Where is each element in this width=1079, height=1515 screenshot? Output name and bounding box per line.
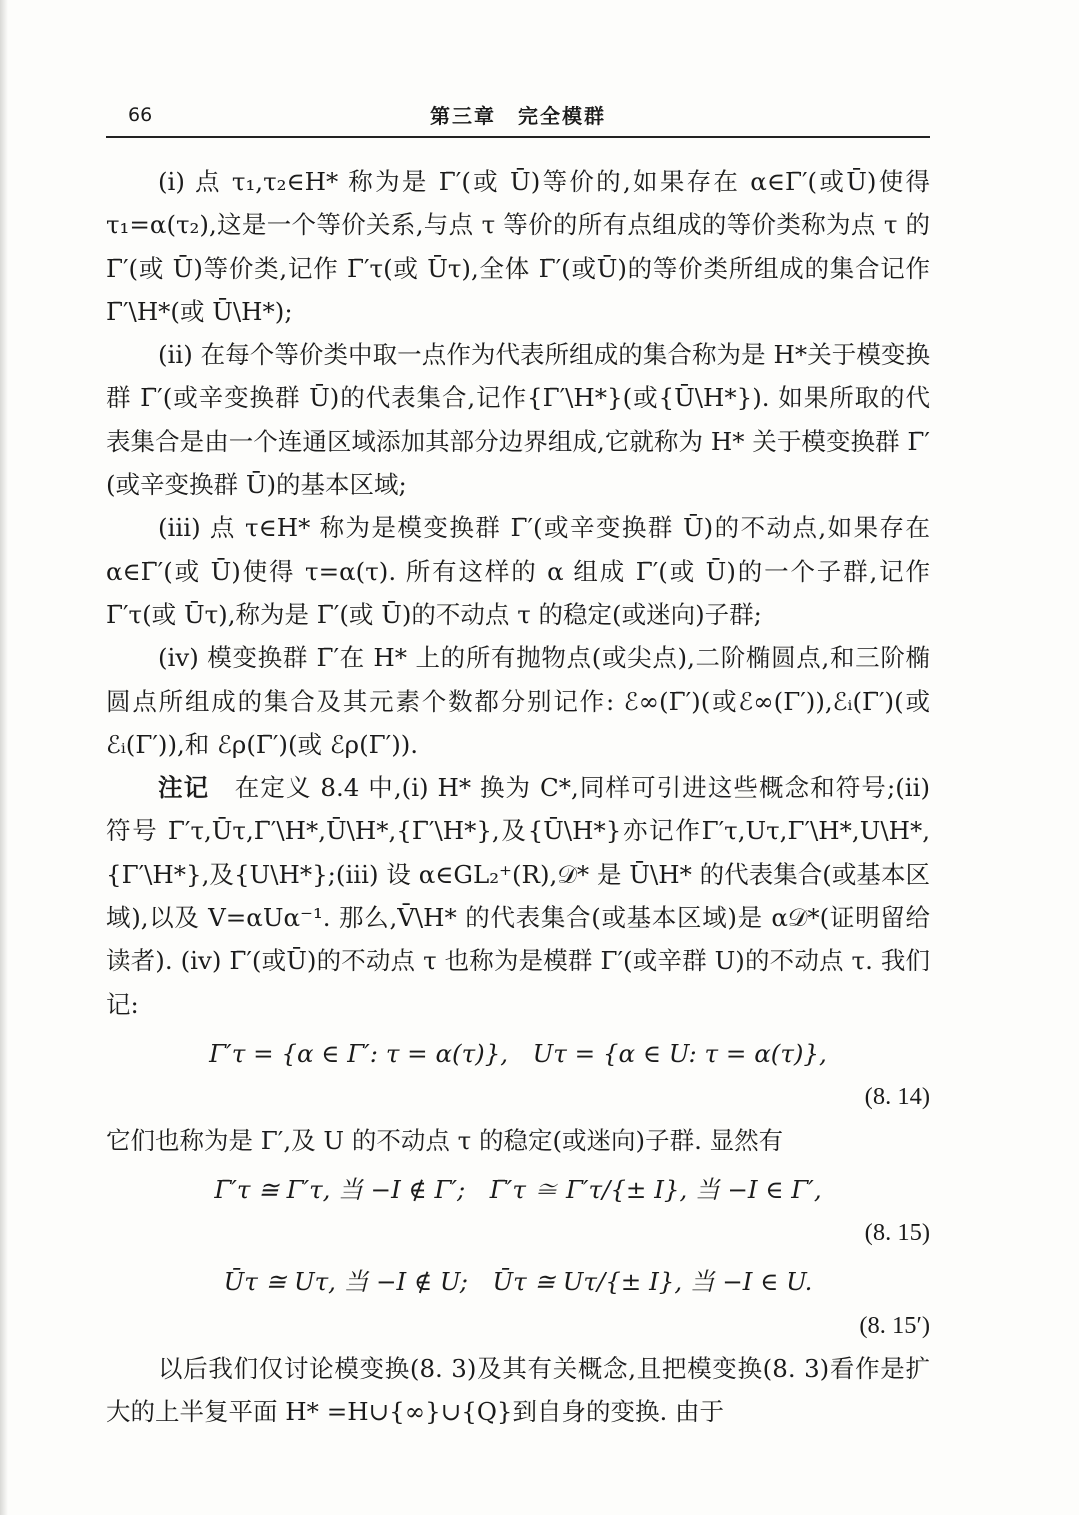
equation-number-8-14: (8. 14) xyxy=(864,1083,930,1111)
equation-number-8-15-prime: (8. 15′) xyxy=(859,1311,930,1339)
paragraph-definition-ii: (ii) 在每个等价类中取一点作为代表所组成的集合称为是 H*关于模变换群 Γ̄′(或辛变换群 Ū)的代表集合,记作{Γ̄′\H*}(或{Ū\H*}). 如果所取的代表集合是由一个连通区域添加其部分边界组成,它就称为 H* 关于模变换群 Γ̄′(或辛变换群 Ū)的基本区域; xyxy=(106,340,930,500)
page-number: 66 xyxy=(128,104,153,126)
paragraph-definition-iii: (iii) 点 τ∈H* 称为是模变换群 Γ̄′(或辛变换群 Ū)的不动点,如果存在 α∈Γ̄′(或 Ū)使得 τ=α(τ). 所有这样的 α 组成 Γ̄′(或 Ū)的一个子群,记作 Γ̄′τ(或 Ūτ),称为是 Γ̄′(或 Ū)的不动点 τ 的稳定(或迷向)子群; xyxy=(106,513,930,629)
paragraph-stabilizer: 它们也称为是 Γ′,及 U 的不动点 τ 的稳定(或迷向)子群. 显然有 xyxy=(106,1125,784,1155)
scan-edge xyxy=(0,0,8,1515)
remark-text: 在定义 8.4 中,(i) H* 换为 C*,同样可引进这些概念和符号;(ii) 符号 Γ̄′τ,Ūτ,Γ̄′\H*,Ū\H*,{Γ̄′\H*},及{Ū\H*}亦记作Γ′τ,Uτ,Γ′\H*,U\H*,{Γ′\H*},及{U\H*};(iii) 设 α∈GL₂⁺(R),𝒟* 是 Ū\H* 的代表集合(或基本区域),以及 V=αUα⁻¹. 那么,V̄\H* 的代表集合(或基本区域)是 α𝒟*(证明留给读者). (iv) Γ̄′(或Ū)的不动点 τ 也称为是模群 Γ′(或辛群 U)的不动点 τ. 我们记: xyxy=(106,773,931,1019)
page-body xyxy=(106,160,930,1434)
remark-label: 注记 xyxy=(158,773,210,803)
equation-8-15-prime: Ūτ ≅ Uτ, 当 −I ∉ U; Ūτ ≅ Uτ/{± I}, 当 −I ∈ U. xyxy=(223,1267,813,1297)
paragraph-definition-iv: (iv) 模变换群 Γ̄′在 H* 上的所有抛物点(或尖点),二阶椭圆点,和三阶椭圆点所组成的集合及其元素个数都分别记作: ℰ∞(Γ̄′)(或ℰ∞(Γ′)),ℰᵢ(Γ̄′)(或 ℰᵢ(Γ′)),和 ℰρ(Γ̄′)(或 ℰρ(Γ′)). xyxy=(106,643,930,759)
equation-number-8-15: (8. 15) xyxy=(864,1219,930,1247)
paragraph-definition-i: (i) 点 τ₁,τ₂∈H* 称为是 Γ̄′(或 Ū)等价的,如果存在 α∈Γ̄′(或Ū)使得 τ₁=α(τ₂),这是一个等价关系,与点 τ 等价的所有点组成的等价类称为点 τ 的 Γ̄′(或 Ū)等价类,记作 Γ̄′τ(或 Ūτ),全体 Γ̄′(或Ū)的等价类所组成的集合记作 Γ̄′\H*(或 Ū\H*); xyxy=(106,167,930,326)
equation-8-14: Γ′τ = {α ∈ Γ′: τ = α(τ)}, Uτ = {α ∈ U: τ = α(τ)}, xyxy=(209,1038,827,1068)
equation-8-15: Γ̄′τ ≅ Γ′τ, 当 −I ∉ Γ′; Γ̄′τ ≅ Γ′τ/{± I}, 当 −I ∈ Γ′, xyxy=(214,1174,822,1204)
paragraph-closing: 以后我们仅讨论模变换(8. 3)及其有关概念,且把模变换(8. 3)看作是扩大的上半复平面 H* =H∪{∞}∪{Q}到自身的变换. 由于 xyxy=(106,1354,930,1427)
running-head: 第三章 完全模群 xyxy=(430,104,606,128)
paragraph-remark xyxy=(106,766,930,1026)
page-header xyxy=(106,96,930,138)
